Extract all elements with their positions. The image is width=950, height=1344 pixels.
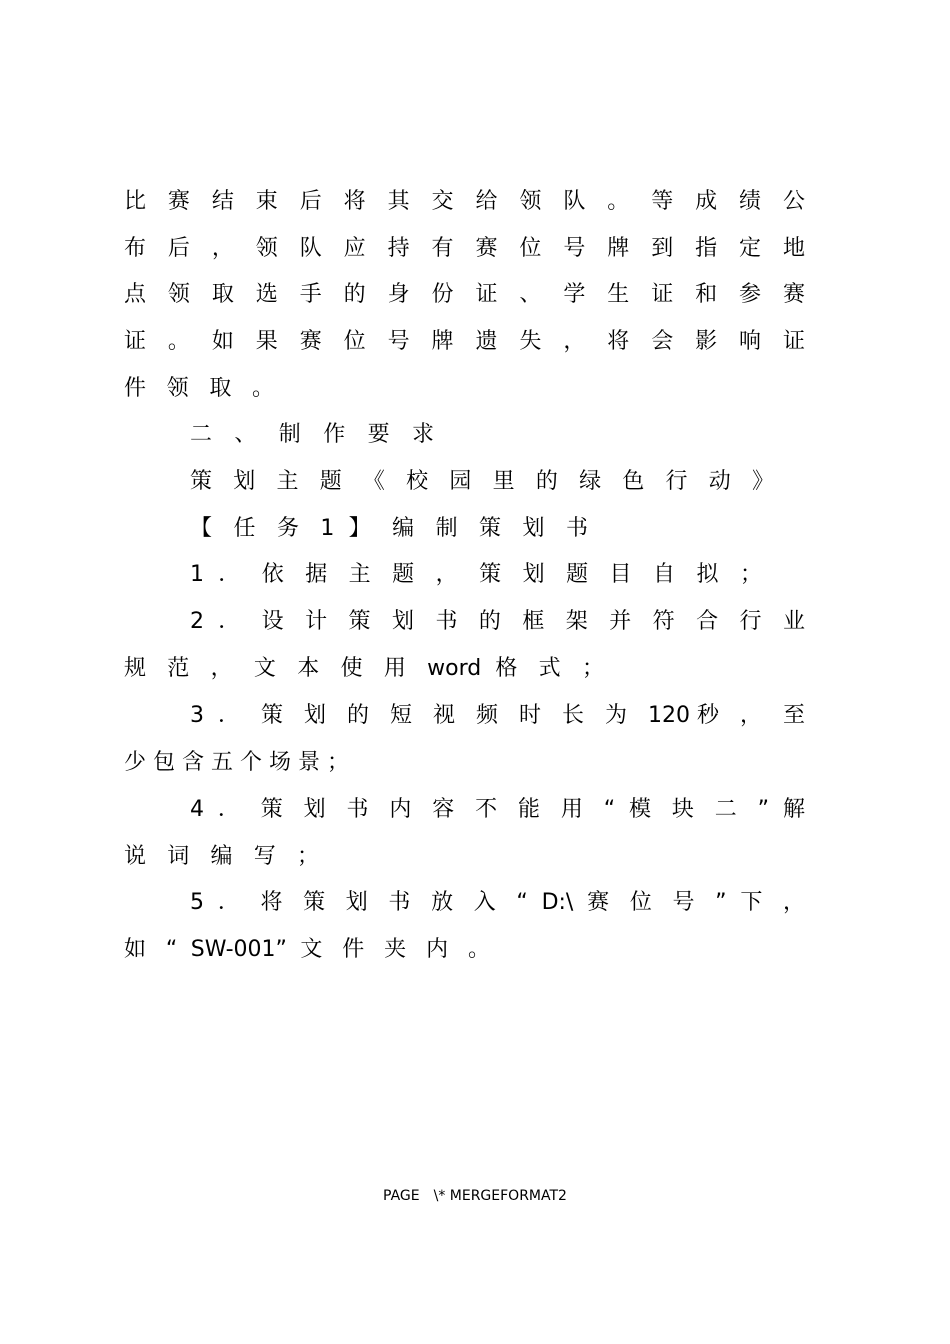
requirement-text: 少 包 含 五 个 场 景 ； [124,750,349,775]
requirement-item-3-cont [124,748,349,778]
requirement-text: 如 “ SW-001” 文 件 夹 内 。 [124,937,490,962]
requirement-item-4: 4 ． 策 划 书 内 容 不 能 用 “ 模 块 二 ” 解 [190,797,805,822]
planning-theme [190,467,774,497]
requirement-item-2: 2 ． 设 计 策 划 书 的 框 架 并 符 合 行 业 [190,609,805,634]
requirement-item-5-cont [124,935,490,965]
section-heading [190,420,434,450]
body-line: 证 。 如 果 赛 位 号 牌 遗 失 ， 将 会 影 响 证 [124,329,805,354]
task-heading [190,514,588,544]
body-line: 点 领 取 选 手 的 身 份 证 、 学 生 证 和 参 赛 [124,282,805,307]
section-heading-text: 二 、 制 作 要 求 [190,422,434,447]
requirement-item-4-cont [124,842,319,872]
requirement-item-1 [190,560,762,590]
body-line: 布 后 ， 领 队 应 持 有 赛 位 号 牌 到 指 定 地 [124,236,805,261]
body-text: 件 领 取 。 [124,376,274,401]
requirement-text: 规 范 ， 文 本 使 用 word 格 式 ； [124,656,604,681]
requirement-text: 说 词 编 写 ； [124,844,319,869]
requirement-item-5: 5 ． 将 策 划 书 放 入 “ D:\ 赛 位 号 ” 下 ， [190,890,805,915]
footer-field-code: PAGE [383,1188,420,1204]
task-heading-text: 【 任 务 1 】 编 制 策 划 书 [190,516,588,541]
body-line [124,374,274,404]
requirement-item-2-cont [124,654,604,684]
footer-field-switch: \* MERGEFORMAT [433,1188,559,1204]
requirement-item-3: 3 ． 策 划 的 短 视 频 时 长 为 120秒 ， 至 [190,703,805,728]
page-number: 2 [558,1188,567,1204]
planning-theme-text: 策 划 主 题 《 校 园 里 的 绿 色 行 动 》 [190,469,774,494]
body-line: 比 赛 结 束 后 将 其 交 给 领 队 。 等 成 绩 公 [124,189,805,214]
page-footer [0,1186,950,1206]
requirement-text: 1 ． 依 据 主 题 ， 策 划 题 目 自 拟 ； [190,562,762,587]
